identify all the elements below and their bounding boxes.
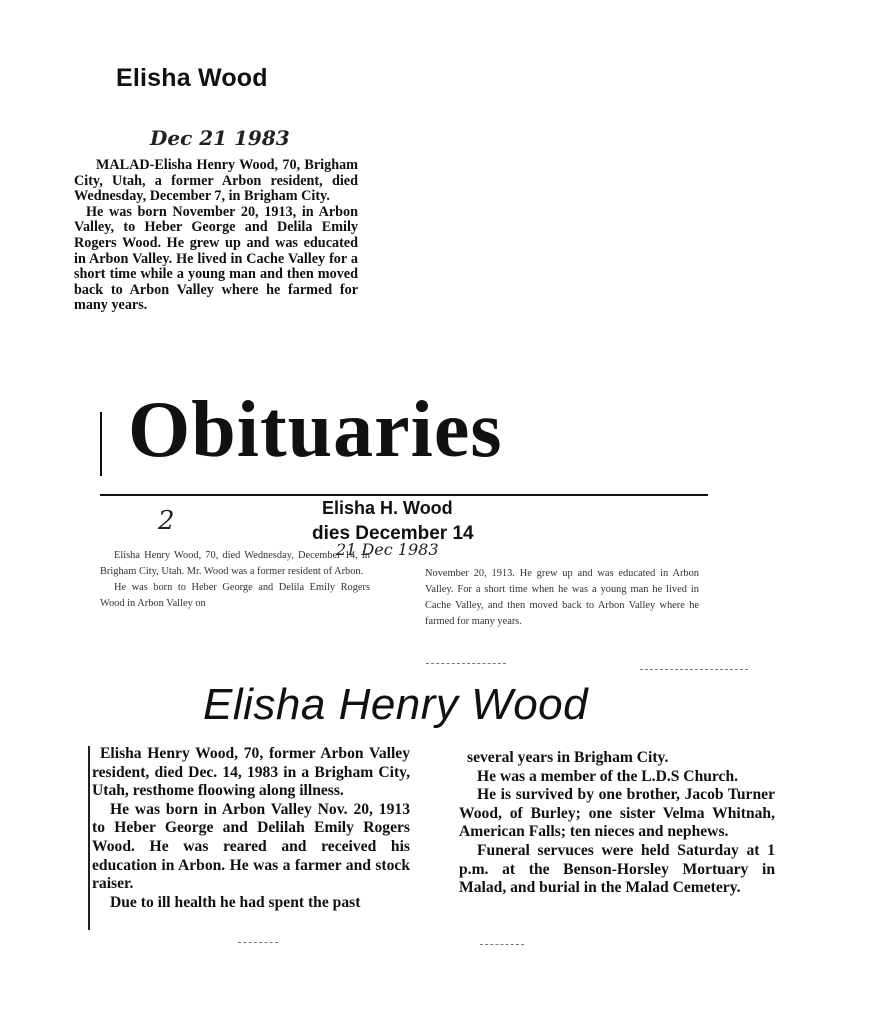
clipping2-paragraph: November 20, 1913. He grew up and was educated in Arbon Valley. For a short time when he was a young man he lived in Cache Valley, and then moved back to Arbon Valley where he farmed for many years. [425, 568, 699, 627]
clipping1-body [74, 158, 358, 314]
cut-line [238, 942, 278, 943]
clipping3-paragraph: Funeral servuces were held Saturday at 1 p.m. at the Benson-Horsley Mortuary in Malad, and burial in the Malad Cemetery. [459, 841, 775, 897]
clipping1-title: Elisha Wood [116, 64, 268, 92]
clipping2-column-left [100, 548, 370, 612]
clipping2-headline-line1: Elisha H. Wood [322, 498, 453, 518]
masthead-underline-rule [100, 494, 708, 496]
clipping3-paragraph: several years in Brigham City. [467, 749, 669, 766]
clipping1-paragraph: He was born November 20, 1913, in Arbon Valley, to Heber George and Delila Emily Rogers Wood. He grew up and was educated in Arbon Valley. He lived in Cache Valley for a short time while a young man and then moved back to Arbon Valley where he farmed for many years. [74, 203, 358, 314]
clipping2-paragraph: He was born to Heber George and Delila Emily Rogers Wood in Arbon Valley on [100, 582, 370, 609]
clipping2-paragraph: Elisha Henry Wood, 70, died Wednesday, December 14, in Brigham City, Utah. Mr. Wood was a former resident of Arbon. [100, 550, 370, 577]
clipping2-handwritten-number: 2 [158, 506, 175, 536]
clipping1-paragraph: MALAD-Elisha Henry Wood, 70, Brigham City, Utah, a former Arbon resident, died Wednesday, December 7, in Brigham City. [74, 157, 358, 205]
clipping3-title: Elisha Henry Wood [203, 680, 589, 729]
clipping2-column-right [425, 566, 699, 630]
clipping3-paragraph: Due to ill health he had spent the past [110, 893, 361, 911]
clipping2-headline-line2: dies December 14 [312, 523, 474, 544]
clipping3-column-right [459, 749, 775, 898]
clipping2-handwritten-date: 21 Dec 1983 [336, 540, 439, 559]
clipping3-column-left [92, 745, 410, 912]
masthead-left-rule [100, 412, 102, 476]
clipping3-paragraph: Elisha Henry Wood, 70, former Arbon Valley resident, died Dec. 14, 1983 in a Brigham City, Utah, resthome floowing along illness. [92, 745, 410, 800]
clipping3-paragraph: He was born in Arbon Valley Nov. 20, 1913 to Heber George and Delilah Emily Rogers Wood. He was reared and received his education in Arbon. He was a farmer and stock raiser. [92, 800, 410, 893]
clipping3-paragraph: He is survived by one brother, Jacob Turner Wood, of Burley; one sister Velma Whitnah, American Falls; ten nieces and nephews. [459, 786, 775, 841]
clipping3-paragraph: He was a member of the L.D.S Church. [477, 767, 739, 785]
cut-line [426, 663, 506, 664]
cut-line [640, 669, 748, 670]
obituaries-masthead: Obituaries [128, 386, 503, 474]
clipping1-handwritten-date: Dec 21 1983 [150, 126, 290, 150]
cut-line [480, 944, 524, 945]
clipping3-left-edge [88, 746, 90, 930]
